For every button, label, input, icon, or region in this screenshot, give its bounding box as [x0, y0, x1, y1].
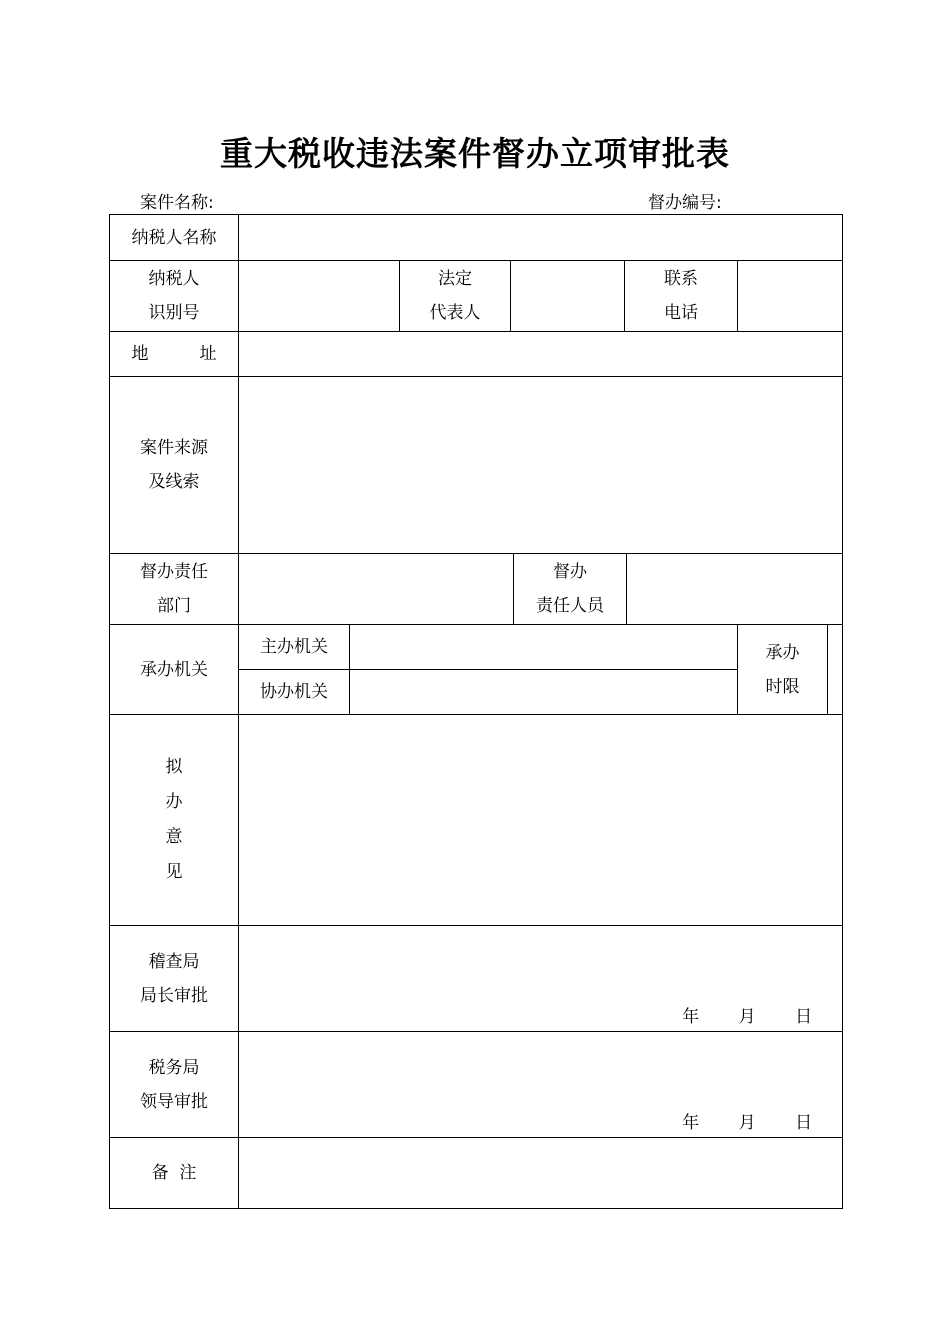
remarks-field[interactable]	[239, 1138, 843, 1209]
phone-label: 联系 电话	[625, 261, 738, 332]
opinion-label: 拟 办 意 见	[110, 715, 239, 926]
table-row	[110, 1138, 843, 1209]
taxpayer-name-label: 纳税人名称	[110, 215, 239, 261]
case-name-label: 案件名称:	[140, 193, 214, 213]
table-row	[110, 926, 843, 1032]
remarks-label: 备 注	[110, 1138, 239, 1209]
time-limit-field[interactable]	[828, 625, 843, 715]
table-row	[110, 1032, 843, 1138]
address-field[interactable]	[239, 332, 843, 377]
table-row	[110, 625, 843, 670]
phone-field[interactable]	[738, 261, 843, 332]
main-org-label: 主办机关	[239, 625, 350, 670]
address-label: 地 址	[110, 332, 239, 377]
inspection-approval-field[interactable]	[239, 926, 843, 1032]
assist-org-label: 协办机关	[239, 670, 350, 715]
handling-org-label: 承办机关	[110, 625, 239, 715]
approval-table	[109, 214, 843, 1209]
legal-rep-field[interactable]	[511, 261, 625, 332]
supervise-number-label: 督办编号:	[648, 193, 722, 213]
inspection-approval-label: 稽查局 局长审批	[110, 926, 239, 1032]
legal-rep-label: 法定 代表人	[400, 261, 511, 332]
table-row	[110, 377, 843, 554]
resp-dept-field[interactable]	[239, 554, 514, 625]
time-limit-label: 承办 时限	[738, 625, 828, 715]
case-source-label: 案件来源 及线索	[110, 377, 239, 554]
resp-person-label: 督办 责任人员	[514, 554, 627, 625]
taxpayer-id-field[interactable]	[239, 261, 400, 332]
resp-person-field[interactable]	[627, 554, 843, 625]
table-row	[110, 332, 843, 377]
assist-org-field[interactable]	[350, 670, 738, 715]
table-row	[110, 715, 843, 926]
table-row	[110, 261, 843, 332]
approval-date: 年 月 日	[682, 1007, 813, 1027]
taxpayer-name-field[interactable]	[239, 215, 843, 261]
resp-dept-label: 督办责任 部门	[110, 554, 239, 625]
approval-date: 年 月 日	[682, 1113, 813, 1133]
table-row	[110, 215, 843, 261]
case-source-field[interactable]	[239, 377, 843, 554]
opinion-field[interactable]	[239, 715, 843, 926]
taxpayer-id-label: 纳税人 识别号	[110, 261, 239, 332]
table-row	[110, 554, 843, 625]
form-title: 重大税收违法案件督办立项审批表	[220, 134, 730, 173]
main-org-field[interactable]	[350, 625, 738, 670]
tax-approval-field[interactable]	[239, 1032, 843, 1138]
tax-approval-label: 税务局 领导审批	[110, 1032, 239, 1138]
